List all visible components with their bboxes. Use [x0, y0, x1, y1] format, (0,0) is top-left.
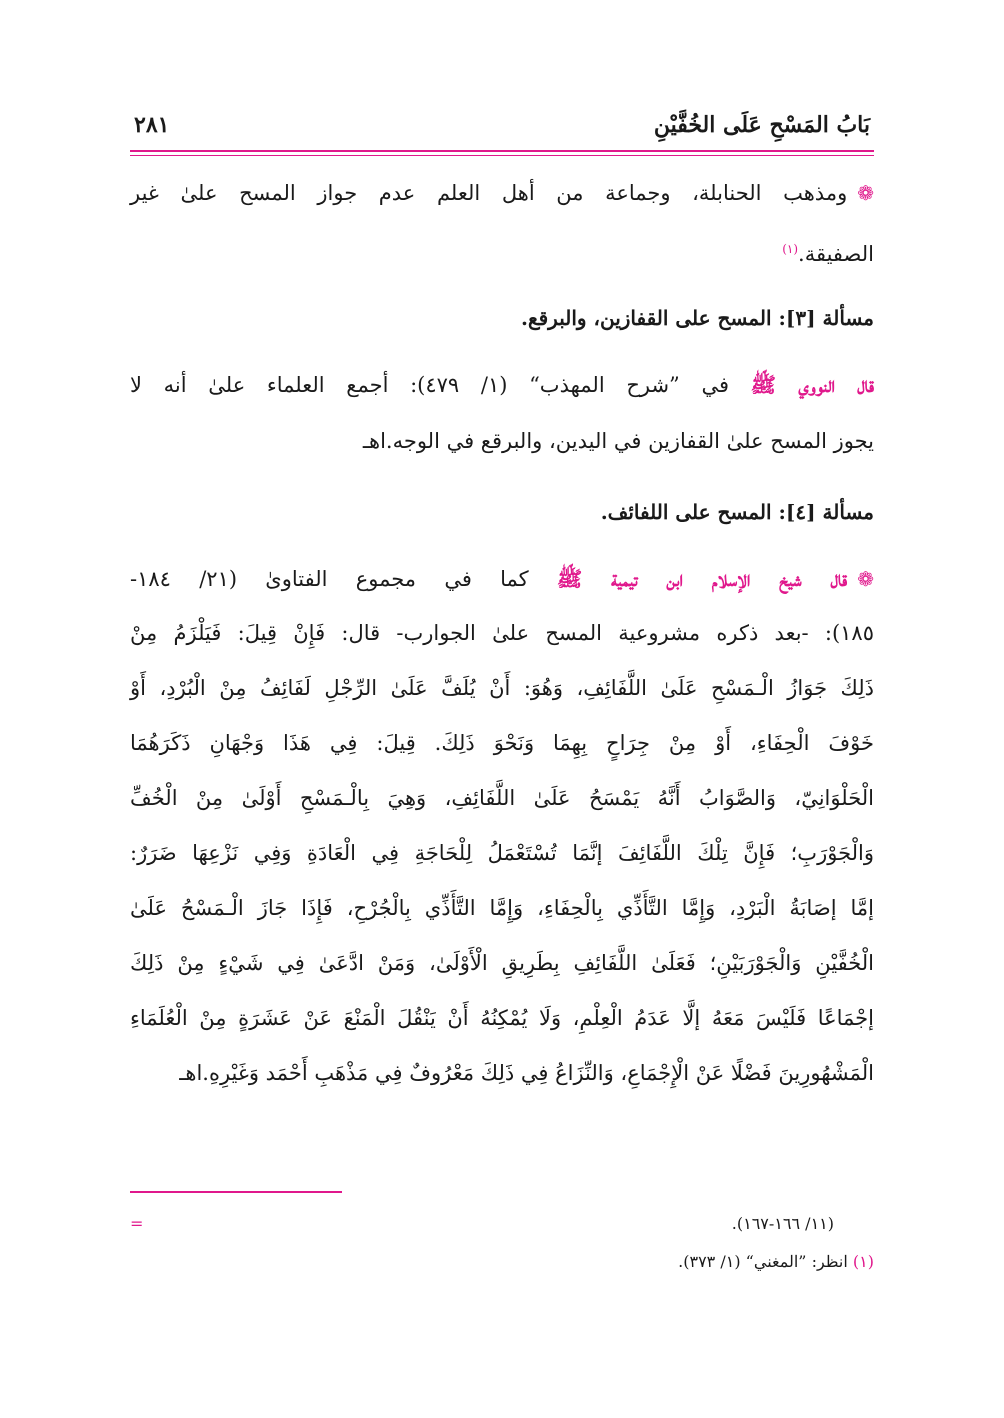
issue-title: المسح على اللفائف. — [600, 500, 772, 524]
text-run: ذَلِكَ جَوَازُ الْـمَسْحِ عَلَىٰ اللَّفَائِفِ، وَهُوَ: أَنْ يُلَفَّ عَلَىٰ الرِّجْلِ لَفَائِفُ مِنْ الْبُرْدِ، أَوْ — [130, 676, 874, 700]
paragraph-line — [130, 370, 874, 400]
page-number: ٢٨١ — [134, 112, 170, 138]
header-rule-thick — [130, 150, 874, 152]
footnote-text: انظر: ”المغني“ (١/ ٣٧٣). — [678, 1252, 848, 1271]
paragraph-line — [130, 178, 874, 208]
issue-title: المسح على القفازين، والبرقع. — [521, 306, 772, 330]
footnote-ref: (١) — [782, 242, 799, 256]
text-run: خَوْفَ الْحِفَاءِ، أَوْ مِنْ جِرَاحٍ بِهِمَا وَنَحْوَ ذَلِكَ. قِيلَ: فِي هَذَا وَجْهَانِ ذَكَرَهُمَا — [130, 731, 874, 755]
flower-ornament-icon: ❁ — [857, 567, 874, 591]
text-run: إمَّا إصَابَةُ الْبَرْدِ، وَإِمَّا التَّأَذِّي بِالْحِفَاءِ، وَإِمَّا التَّأَذِّي بِالْجُرْحِ، فَإِذَا جَازَ الْـمَسْحُ عَلَىٰ — [130, 896, 874, 920]
issue-label: مسألة [٤]: — [778, 500, 874, 524]
footnote-number: (١) — [852, 1252, 874, 1271]
paragraph-line — [130, 783, 874, 813]
issue-label: مسألة [٣]: — [778, 306, 874, 330]
text-run: الْخُفَّيْنِ وَالْجَوْرَبَيْنِ؛ فَعَلَىٰ اللَّفَائِفِ بِطَرِيقِ الْأَوْلَىٰ، وَمَنْ ادَّعَىٰ فِي شَيْءٍ مِنْ ذَلِكَ — [130, 951, 874, 975]
speaker-name: قال النووي ﷺ — [750, 372, 874, 397]
paragraph-line — [130, 234, 874, 269]
text-run: إجْمَاعًا فَلَيْسَ مَعَهُ إلَّا عَدَمُ الْعِلْمِ، وَلَا يُمْكِنُهُ أَنْ يَنْقُلَ الْمَنْعَ عَنْ عَشَرَةٍ مِنْ الْعُلَمَاءِ — [130, 1006, 874, 1030]
paragraph-line — [130, 564, 874, 594]
header-rule-thin — [130, 155, 874, 156]
paragraph-line — [130, 673, 874, 703]
issue-heading — [601, 500, 874, 524]
text-run: وَالْجَوْرَبِ؛ فَإِنَّ تِلْكَ اللَّفَائِفَ إنَّمَا تُسْتَعْمَلُ لِلْحَاجَةِ فِي الْعَادَةِ وَفِي نَزْعِهَا ضَرَرٌ: — [130, 841, 874, 865]
footnote-separator — [130, 1191, 342, 1193]
text-run: في ”شرح المهذب“ (١/ ٤٧٩): أجمع العلماء علىٰ أنه لا — [130, 373, 729, 397]
paragraph-line — [130, 618, 874, 648]
text-run: الْمَشْهُورِينَ فَضْلًا عَنْ الْإِجْمَاعِ، وَالنِّزَاعُ فِي ذَلِكَ مَعْرُوفٌ فِي مَذْهَبِ أَحْمَد وَغَيْرِهِ.اهـ — [179, 1061, 874, 1085]
paragraph-line — [130, 1058, 874, 1088]
flower-ornament-icon: ❁ — [857, 181, 874, 205]
footnote-continuation: (١١/ ١٦٦-١٦٧). — [731, 1214, 834, 1233]
running-header — [130, 112, 874, 148]
text-run: يجوز المسح علىٰ القفازين في اليدين، والبرقع في الوجه.اهـ — [362, 429, 874, 453]
speaker-name: قال شيخ الإسلام ابن تيمية ﷺ — [556, 566, 848, 591]
paragraph-line — [130, 426, 874, 456]
paragraph-line — [130, 1003, 874, 1033]
text-run: ١٨٥): -بعد ذكره مشروعية المسح علىٰ الجوارب- قال: فَإِنْ قِيلَ: فَيَلْزَمُ مِنْ — [130, 621, 874, 645]
footnote — [678, 1250, 874, 1274]
text-run: الصفيقة. — [798, 242, 874, 266]
chapter-title: بَابُ المَسْحِ عَلَى الخُفَّيْنِ — [653, 112, 870, 138]
issue-heading — [521, 306, 874, 330]
paragraph-line — [130, 728, 874, 758]
text-run: كما في مجموع الفتاوىٰ (٢١/ ١٨٤- — [130, 567, 529, 591]
text-run: الْحَلْوَانِيّ، وَالصَّوَابُ أَنَّهُ يَمْسَحُ عَلَىٰ اللَّفَائِفِ، وَهِيَ بِالْـمَسْحِ أَوْلَىٰ مِنْ الْخُفِّ — [130, 786, 874, 810]
paragraph-line — [130, 893, 874, 923]
paragraph-line — [130, 948, 874, 978]
book-page — [130, 0, 874, 1418]
text-run: ومذهب الحنابلة، وجماعة من أهل العلم عدم جواز المسح علىٰ غير — [130, 181, 848, 205]
paragraph-line — [130, 838, 874, 868]
continuation-mark: = — [130, 1214, 144, 1233]
